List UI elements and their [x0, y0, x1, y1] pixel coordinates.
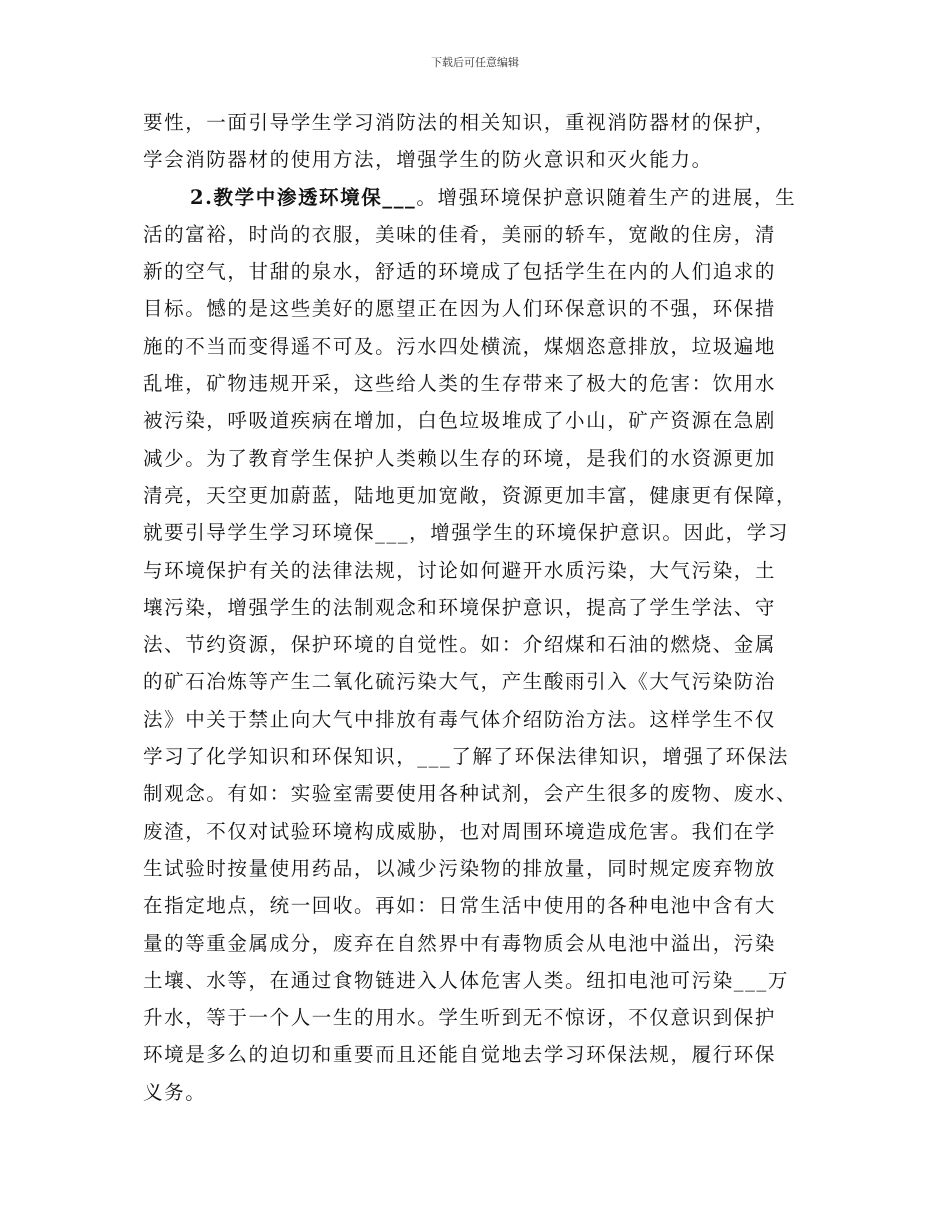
text-line: 要性，一面引导学生学习消防法的相关知识，重视消防器材的保护，: [143, 111, 777, 134]
section-heading-line: [143, 179, 815, 216]
text-line: 施的不当而变得遥不可及。污水四处横流，煤烟恣意排放，垃圾遍地: [143, 334, 777, 358]
text-line: 被污染，呼吸道疾病在增加，白色垃圾堆成了小山，矿产资源在急剧: [143, 409, 777, 433]
section-heading: 2.教学中渗透环境保___: [190, 185, 417, 209]
text-line: 就要引导学生学习环境保___，增强学生的环境保护意识。因此，学习: [143, 521, 789, 545]
text-line: 量的等重金属成分，废弃在自然界中有毒物质会从电池中溢出，污染: [143, 931, 777, 955]
text-line: 环境是多么的迫切和重要而且还能自觉地去学习环保法规，履行环保: [143, 1043, 777, 1067]
text-line: 与环境保护有关的法律法规，讨论如何避开水质污染，大气污染，土: [143, 558, 777, 582]
text-line: 法》中关于禁止向大气中排放有毒气体介绍防治方法。这样学生不仅: [143, 707, 777, 731]
text-line: 土壤、水等，在通过食物链进入人体危害人类。纽扣电池可污染___万: [143, 968, 789, 992]
text-line: 乱堆，矿物违规开采，这些给人类的生存带来了极大的危害：饮用水: [143, 372, 777, 396]
text-line: 在指定地点，统一回收。再如：日常生活中使用的各种电池中含有大: [143, 894, 777, 918]
text-line: 义务。: [143, 1080, 207, 1104]
text-line: 壤污染，增强学生的法制观念和环境保护意识，提高了学生学法、守: [143, 595, 777, 619]
text-line: 新的空气，甘甜的泉水，舒适的环境成了包括学生在内的人们追求的: [143, 260, 777, 284]
text-line: 活的富裕，时尚的衣服，美味的佳肴，美丽的轿车，宽敞的住房，清: [143, 222, 777, 246]
text-line: 的矿石冶炼等产生二氧化硫污染大气，产生酸雨引入《大气污染防治: [143, 670, 777, 694]
text-line: 法、节约资源，保护环境的自觉性。如：介绍煤和石油的燃烧、金属: [143, 633, 777, 657]
document-body: [143, 104, 815, 1111]
text-line: 废渣，不仅对试验环境构成威胁，也对周围环境造成危害。我们在学: [143, 819, 777, 843]
text-line: 升水，等于一个人一生的用水。学生听到无不惊讶，不仅意识到保护: [143, 1006, 777, 1030]
page-header: 下载后可任意编辑: [431, 56, 519, 69]
text-line: 学习了化学知识和环保知识，___了解了环保法律知识，增强了环保法: [143, 745, 789, 769]
text-line: 目标。憾的是这些美好的愿望正在因为人们环保意识的不强，环保措: [143, 297, 777, 321]
text-line: 清亮，天空更加蔚蓝，陆地更加宽敞，资源更加丰富，健康更有保障，: [143, 483, 798, 507]
text-line: 减少。为了教育学生保护人类赖以生存的环境，是我们的水资源更加: [143, 446, 777, 470]
text-span: 。增强环境保护意识随着生产的进展，生: [416, 185, 797, 209]
text-line: 生试验时按量使用药品，以减少污染物的排放量，同时规定废弃物放: [143, 856, 777, 880]
text-line: 学会消防器材的使用方法，增强学生的防火意识和灭火能力。: [143, 148, 713, 172]
text-line: 制观念。有如：实验室需要使用各种试剂，会产生很多的废物、废水、: [143, 782, 798, 806]
